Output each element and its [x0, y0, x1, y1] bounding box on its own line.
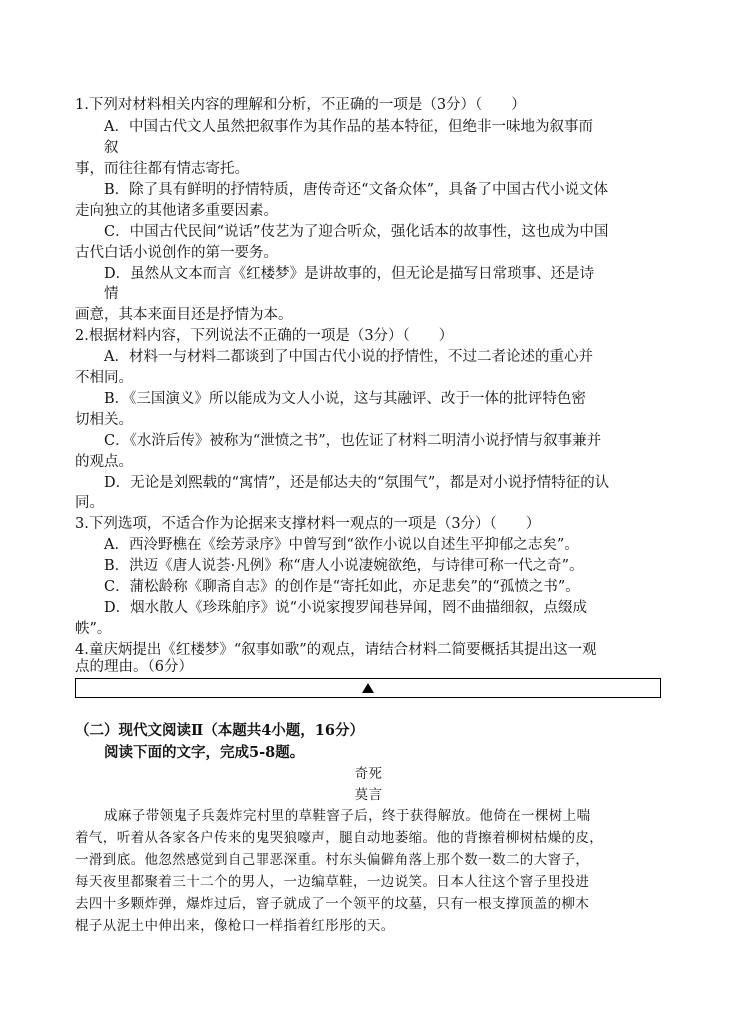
question-2-option-c-line-1: C．《水浒后传》被称为“泄愤之书”，也佐证了材料二明清小说抒情与叙事兼并 — [104, 433, 602, 449]
triangle-up-icon — [362, 683, 374, 693]
question-4-stem-line-1: 4.童庆炳提出《红楼梦》“叙事如歌”的观点，请结合材料二简要概括其提出这一观 — [75, 642, 597, 658]
question-2-option-b-line-2: 切相关。 — [75, 412, 133, 428]
section-instruction: 阅读下面的文字，完成5-8题。 — [104, 744, 305, 761]
article-title: 奇死 — [354, 766, 383, 782]
article-paragraph-line: 成麻子带领鬼子兵轰炸完村里的草鞋窨子后，终于获得解放。他倚在一棵树上喘 — [104, 808, 591, 824]
question-4-stem-line-2: 点的理由。（6分） — [75, 659, 193, 675]
question-2-option-a-line-1: A．材料一与材料二都谈到了中国古代小说的抒情性，不过二者论述的重心并 — [104, 349, 593, 365]
article-paragraph-line: 去四十多颗炸弹，爆炸过后，窨子就成了一个领平的坟墓，只有一根支撑顶盖的柳木 — [75, 896, 590, 912]
question-3-option-d-line-2: 帙”。 — [75, 621, 112, 637]
article-author: 莫言 — [354, 787, 383, 803]
question-3-option-d-line-1: D．烟水散人《珍珠舶序》说“小说家搜罗闻巷异闻，罔不曲描细叙，点缀成 — [104, 600, 588, 616]
question-1-option-d-line-2: 情 — [104, 286, 119, 302]
question-3-option-a: A．西泠野樵在《绘芳录序》中曾写到“欲作小说以自述生平抑郁之志矣”。 — [104, 537, 579, 553]
question-2-option-c-line-2: 的观点。 — [75, 454, 133, 470]
question-1-option-b-line-2: 走向独立的其他诸多重要因素。 — [75, 203, 278, 219]
article-paragraph-line: 每天夜里都聚着三十二个的男人，一边编草鞋，一边说笑。日本人往这个窨子里投进 — [75, 874, 590, 890]
question-1-option-a-line-3: 事，而往往都有情志寄托。 — [75, 161, 249, 177]
question-1-option-b-line-1: B．除了具有鲜明的抒情特质，唐传奇还“文备众体”，具备了中国古代小说文体 — [104, 182, 608, 198]
question-1-option-a-line-2: 叙 — [104, 140, 119, 156]
question-2-option-a-line-2: 不相同。 — [75, 370, 133, 386]
question-3-option-c: C．蒲松龄称《聊斋自志》的创作是“寄托如此，亦足悲矣”的“孤愤之书”。 — [104, 579, 580, 595]
question-1-option-d-line-1: D．虽然从文本而言《红楼梦》是讲故事的，但无论是描写日常琐事、还是诗 — [104, 266, 595, 282]
question-1-option-a-line-1: A．中国古代文人虽然把叙事作为其作品的基本特征，但绝非一味地为叙事而 — [104, 119, 593, 135]
question-2-option-d-line-2: 同。 — [75, 495, 104, 511]
section-heading: （二）现代文阅读Ⅱ（本题共4小题，16分） — [75, 722, 364, 739]
question-2-option-b-line-1: B．《三国演义》所以能成为文人小说，这与其融评、改于一体的批评特色密 — [104, 391, 586, 407]
question-1-stem: 1.下列对材料相关内容的理解和分析，不正确的一项是（3分）（ ） — [75, 97, 526, 113]
question-1-option-c-line-1: C．中国古代民间“说话”伎艺为了迎合听众，强化话本的故事性，这也成为中国 — [104, 224, 609, 240]
article-paragraph-line: 着气，听着从各家各户传来的鬼哭狼嚎声，腿自动地萎缩。他的背擦着柳树枯燥的皮， — [75, 830, 604, 846]
question-1-option-c-line-2: 古代白话小说创作的第一要务。 — [75, 245, 278, 261]
answer-box[interactable] — [75, 678, 661, 698]
question-3-option-b: B．洪迈《唐人说荟·凡例》称“唐人小说凄婉欲绝，与诗律可称一代之奇”。 — [104, 558, 584, 574]
question-2-stem: 2.根据材料内容，下列说法不正确的一项是（3分）（ ） — [75, 328, 454, 344]
article-paragraph-line: 棍子从泥土中伸出来，像枪口一样指着红彤彤的天。 — [75, 918, 395, 934]
question-1-option-d-line-3: 画意，其本来面目还是抒情为本。 — [75, 307, 293, 323]
article-paragraph-line: 一滑到底。他忽然感觉到自己罪恶深重。村东头偏僻角落上那个数一数二的大窨子， — [75, 852, 590, 868]
question-2-option-d-line-1: D．无论是刘熙载的“寓情”，还是郁达夫的“氛围气”，都是对小说抒情特征的认 — [104, 475, 610, 491]
question-3-stem: 3.下列选项，不适合作为论据来支撑材料一观点的一项是（3分）（ ） — [75, 516, 541, 532]
